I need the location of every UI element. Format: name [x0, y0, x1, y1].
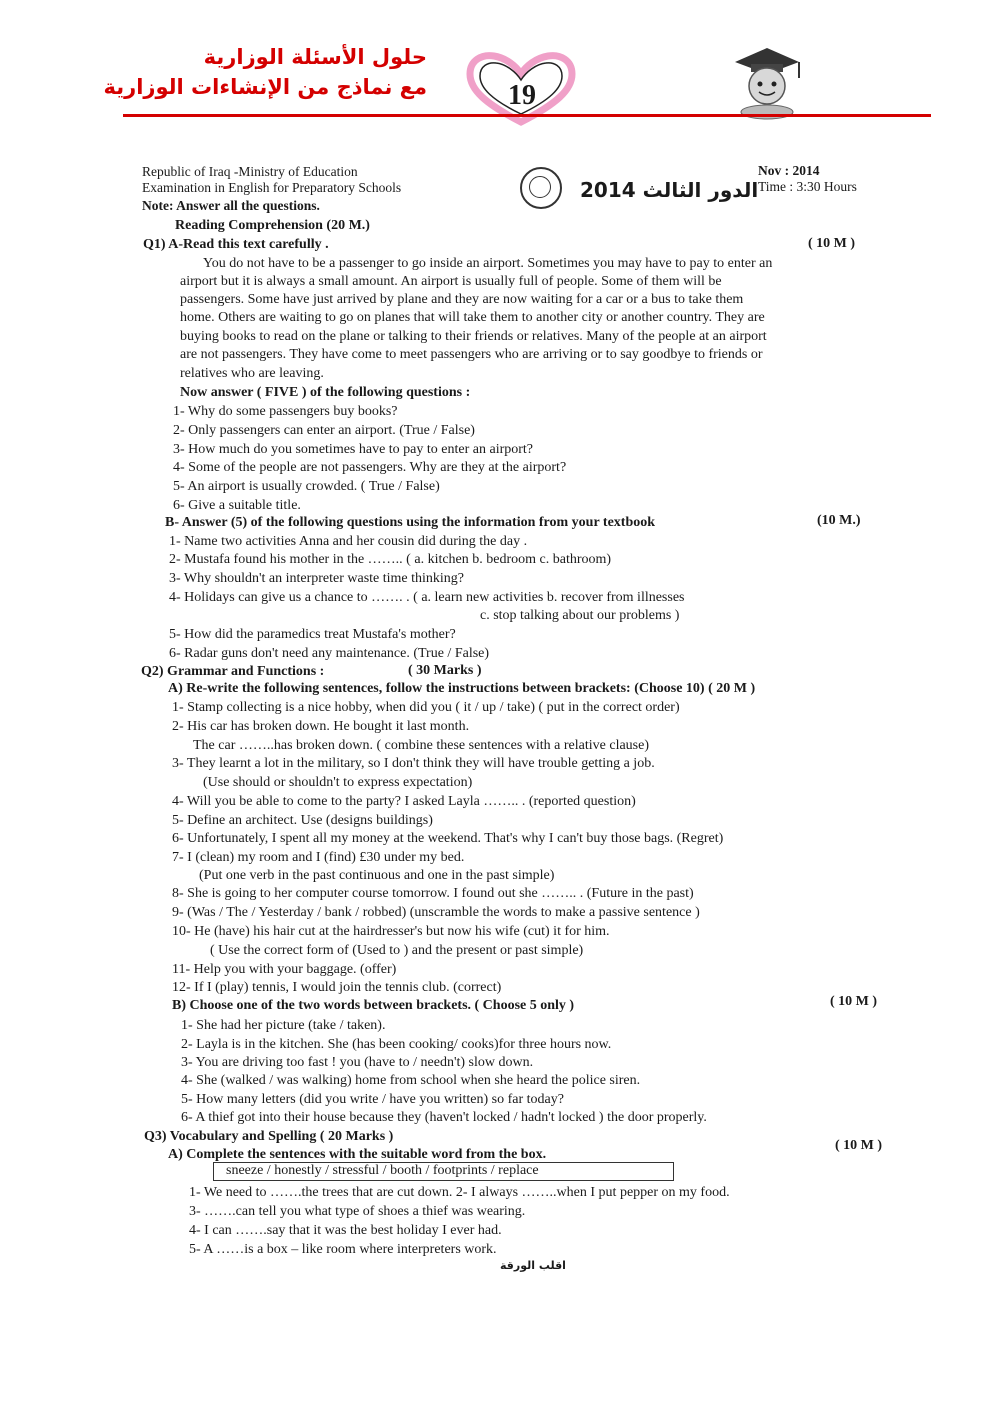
header-ministry: Republic of Iraq -Ministry of Education [142, 164, 358, 179]
q2b-item: 2- Layla is in the kitchen. She (has been cooking/ cooks)for three hours now. [181, 1037, 612, 1052]
q3a-label: A) Complete the sentences with the suitable word from the box. [168, 1147, 547, 1162]
q1-question: 2- Only passengers can enter an airport. (True / False) [173, 423, 475, 438]
q2b-item: 1- She had her picture (take / taken). [181, 1018, 386, 1033]
q3a-item: 1- We need to …….the trees that are cut down. 2- I always ……..when I put pepper on my food. [189, 1185, 730, 1200]
banner-title-line2: مع نماذج من الإنشاءات الوزارية [103, 75, 427, 99]
q1b-question: c. stop talking about our problems ) [480, 608, 680, 623]
banner-title-line1: حلول الأسئلة الوزارية [203, 45, 427, 69]
q2a-item: 10- He (have) his hair cut at the hairdresser's but now his wife (cut) it for him. [172, 924, 610, 939]
q2a-item: ( Use the correct form of (Used to ) and the present or past simple) [210, 943, 584, 958]
passage-line: airport but it is always a small amount. An airport is usually full of people. Some of them will be [180, 274, 722, 289]
exam-round: الدور الثالث 2014 [580, 178, 759, 202]
reading-section-title: Reading Comprehension (20 M.) [175, 218, 370, 233]
passage-line: passengers. Some have just arrived by plane and they are now waiting for a car or a bus to take them [180, 292, 744, 307]
ministry-seal-icon [520, 167, 562, 209]
q2a-item: (Put one verb in the past continuous and one in the past simple) [199, 868, 555, 883]
q3a-item: 3- …….can tell you what type of shoes a thief was wearing. [189, 1204, 526, 1219]
q1-question: 6- Give a suitable title. [173, 498, 301, 513]
q1-question: 1- Why do some passengers buy books? [173, 404, 398, 419]
turn-page-note: اقلب الورقة [500, 1259, 566, 1272]
q2a-item: 2- His car has broken down. He bought it last month. [172, 719, 470, 734]
q1b-label: B- Answer (5) of the following questions using the information from your textbook [165, 515, 656, 530]
passage-line: buying books to read on the plane or talking to their friends or relatives. Many of the people at an airport [180, 329, 767, 344]
q2a-item: 7- I (clean) my room and I (find) £30 under my bed. [172, 850, 465, 865]
q1-question: 3- How much do you sometimes have to pay to enter an airport? [173, 442, 534, 457]
q2-marks: ( 30 Marks ) [408, 663, 482, 678]
q1-marks: ( 10 M ) [808, 236, 856, 251]
word-box-text: sneeze / honestly / stressful / booth / footprints / replace [226, 1163, 539, 1178]
page-number: 19 [508, 80, 536, 111]
exam-time: Time : 3:30 Hours [758, 179, 857, 194]
q1b-question: 4- Holidays can give us a chance to ……. . ( a. learn new activities b. recover from illnesses [169, 590, 685, 605]
q1-question: 5- An airport is usually crowded. ( True / False) [173, 479, 440, 494]
passage-line: home. Others are waiting to go on planes that will take them to another city or another country. They are [180, 310, 765, 325]
exam-date: Nov : 2014 [758, 163, 820, 178]
q2a-item: 11- Help you with your baggage. (offer) [172, 962, 397, 977]
q2a-item: 9- (Was / The / Yesterday / bank / robbed) (unscramble the words to make a passive sentence ) [172, 905, 700, 920]
passage-line: are not passengers. They have come to meet passengers who are arriving or to say goodbye to friends or [180, 347, 763, 362]
q2a-item: 5- Define an architect. Use (designs buildings) [172, 813, 433, 828]
q2-label: Q2) Grammar and Functions : [141, 664, 325, 679]
banner-title [103, 42, 427, 102]
header-note: Note: Answer all the questions. [142, 198, 320, 213]
banner-divider [123, 114, 931, 117]
q1b-question: 1- Name two activities Anna and her cousin did during the day . [169, 534, 528, 549]
q2a-item: (Use should or shouldn't to express expectation) [203, 775, 473, 790]
passage-line: You do not have to be a passenger to go inside an airport. Sometimes you may have to pay to enter an [203, 256, 773, 271]
q2b-marks: ( 10 M ) [830, 994, 878, 1009]
q2a-item: 4- Will you be able to come to the party? I asked Layla …….. . (reported question) [172, 794, 636, 809]
q2a-item: 1- Stamp collecting is a nice hobby, when did you ( it / up / take) ( put in the correct order) [172, 700, 680, 715]
q3a-marks: ( 10 M ) [835, 1138, 883, 1153]
q1b-question: 6- Radar guns don't need any maintenance. (True / False) [169, 646, 490, 661]
q2a-item: 8- She is going to her computer course tomorrow. I found out she …….. . (Future in the past) [172, 886, 694, 901]
passage-line: relatives who are leaving. [180, 366, 324, 381]
q1-instruction: Now answer ( FIVE ) of the following questions : [180, 385, 471, 400]
q1-question: 4- Some of the people are not passengers. Why are they at the airport? [173, 460, 567, 475]
header-exam-title: Examination in English for Preparatory Schools [142, 180, 402, 195]
q3-label: Q3) Vocabulary and Spelling ( 20 Marks ) [144, 1129, 394, 1144]
q2b-item: 6- A thief got into their house because they (haven't locked / hadn't locked ) the door properly. [181, 1110, 707, 1125]
q3a-item: 4- I can …….say that it was the best holiday I ever had. [189, 1223, 502, 1238]
q3a-item: 5- A ……is a box – like room where interpreters work. [189, 1242, 497, 1257]
q2b-item: 5- How many letters (did you write / have you written) so far today? [181, 1092, 564, 1107]
q2b-label: B) Choose one of the two words between brackets. ( Choose 5 only ) [172, 998, 575, 1013]
graduate-mascot-icon [725, 40, 805, 120]
q2b-item: 4- She (walked / was walking) home from school when she heard the police siren. [181, 1073, 641, 1088]
q2a-item: 3- They learnt a lot in the military, so I don't think they will have trouble getting a job. [172, 756, 655, 771]
q1b-marks: (10 M.) [817, 513, 861, 528]
q1b-question: 3- Why shouldn't an interpreter waste time thinking? [169, 571, 465, 586]
q1b-question: 2- Mustafa found his mother in the …….. ( a. kitchen b. bedroom c. bathroom) [169, 552, 612, 567]
q2b-item: 3- You are driving too fast ! you (have to / needn't) slow down. [181, 1055, 534, 1070]
q2a-label: A) Re-write the following sentences, follow the instructions between brackets: (Choose 10) ( 20 M ) [168, 681, 756, 696]
q1b-question: 5- How did the paramedics treat Mustafa's mother? [169, 627, 456, 642]
q2a-item: The car ……..has broken down. ( combine these sentences with a relative clause) [193, 738, 649, 753]
q1-label: Q1) A-Read this text carefully . [143, 237, 329, 252]
q2a-item: 6- Unfortunately, I spent all my money at the weekend. That's why I can't buy those bags. (Regret) [172, 831, 724, 846]
q2a-item: 12- If I (play) tennis, I would join the tennis club. (correct) [172, 980, 502, 995]
